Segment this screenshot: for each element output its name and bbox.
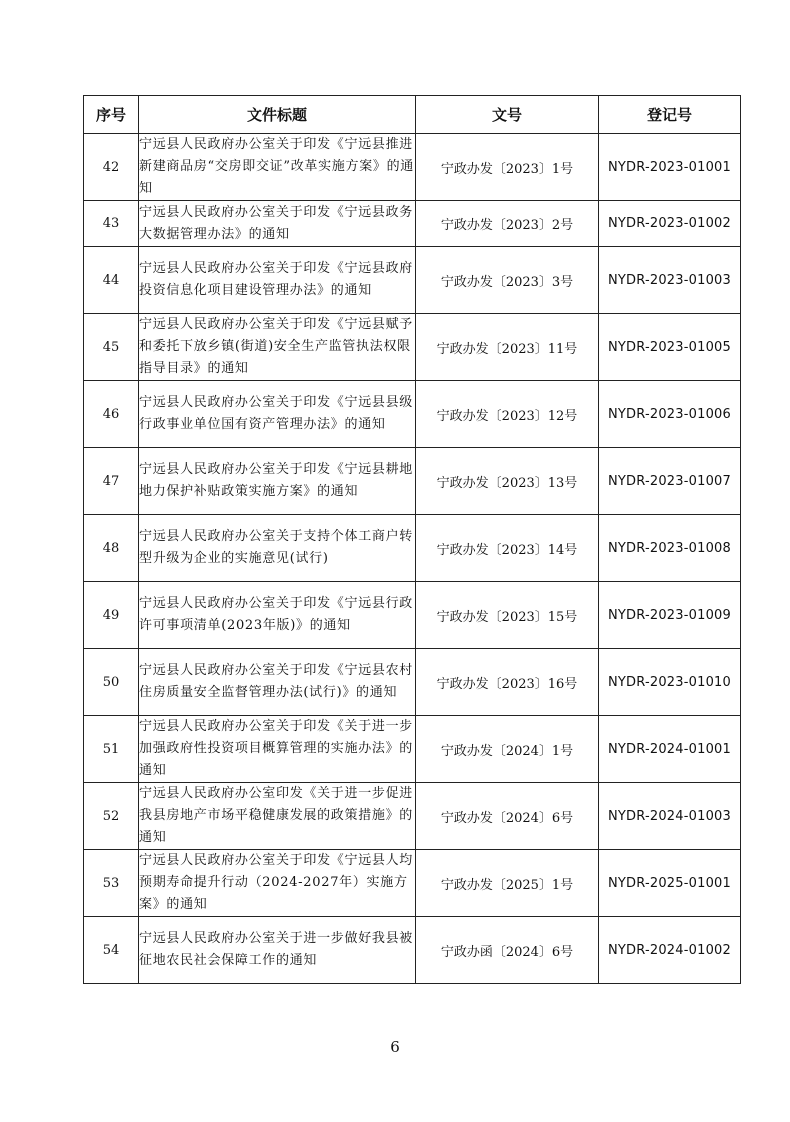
row-doc-no: 宁政办发〔2023〕15号 — [416, 582, 599, 649]
row-title: 宁远县人民政府办公室关于支持个体工商户转型升级为企业的实施意见(试行) — [139, 515, 416, 582]
row-seq: 47 — [84, 448, 139, 515]
header-title: 文件标题 — [139, 96, 416, 134]
row-title: 宁远县人民政府办公室关于印发《宁远县行政许可事项清单(2023年版)》的通知 — [139, 582, 416, 649]
table-row — [84, 515, 741, 582]
row-reg-no: NYDR-2023-01010 — [599, 649, 741, 716]
row-title: 宁远县人民政府办公室关于印发《宁远县农村住房质量安全监督管理办法(试行)》的通知 — [139, 649, 416, 716]
table-row — [84, 917, 741, 984]
table-row — [84, 247, 741, 314]
row-reg-no: NYDR-2023-01006 — [599, 381, 741, 448]
table-row — [84, 448, 741, 515]
table-row — [84, 716, 741, 783]
row-doc-no: 宁政办发〔2023〕13号 — [416, 448, 599, 515]
row-title: 宁远县人民政府办公室关于印发《宁远县政务大数据管理办法》的通知 — [139, 201, 416, 247]
row-title: 宁远县人民政府办公室关于印发《宁远县县级行政事业单位国有资产管理办法》的通知 — [139, 381, 416, 448]
row-reg-no: NYDR-2023-01007 — [599, 448, 741, 515]
table-row — [84, 582, 741, 649]
table-row — [84, 314, 741, 381]
header-doc-no: 文号 — [416, 96, 599, 134]
row-reg-no: NYDR-2024-01002 — [599, 917, 741, 984]
table-row — [84, 850, 741, 917]
table-row — [84, 381, 741, 448]
row-doc-no: 宁政办发〔2023〕14号 — [416, 515, 599, 582]
row-reg-no: NYDR-2023-01002 — [599, 201, 741, 247]
header-reg-no: 登记号 — [599, 96, 741, 134]
row-reg-no: NYDR-2023-01008 — [599, 515, 741, 582]
row-title: 宁远县人民政府办公室关于印发《宁远县耕地地力保护补贴政策实施方案》的通知 — [139, 448, 416, 515]
row-doc-no: 宁政办函〔2024〕6号 — [416, 917, 599, 984]
row-doc-no: 宁政办发〔2023〕16号 — [416, 649, 599, 716]
row-seq: 46 — [84, 381, 139, 448]
table-header-row — [84, 96, 741, 134]
row-title: 宁远县人民政府办公室关于印发《宁远县人均预期寿命提升行动（2024-2027年）实施方案》的通知 — [139, 850, 416, 917]
table-row — [84, 649, 741, 716]
row-seq: 52 — [84, 783, 139, 850]
table-row — [84, 134, 741, 201]
page-number: 6 — [390, 1038, 400, 1056]
row-doc-no: 宁政办发〔2023〕3号 — [416, 247, 599, 314]
row-seq: 45 — [84, 314, 139, 381]
row-title: 宁远县人民政府办公室关于印发《宁远县赋予和委托下放乡镇(街道)安全生产监管执法权限指导目录》的通知 — [139, 314, 416, 381]
row-title: 宁远县人民政府办公室印发《关于进一步促进我县房地产市场平稳健康发展的政策措施》的通知 — [139, 783, 416, 850]
row-doc-no: 宁政办发〔2023〕12号 — [416, 381, 599, 448]
table-row — [84, 783, 741, 850]
row-seq: 53 — [84, 850, 139, 917]
row-doc-no: 宁政办发〔2024〕6号 — [416, 783, 599, 850]
row-seq: 44 — [84, 247, 139, 314]
table-row — [84, 201, 741, 247]
row-title: 宁远县人民政府办公室关于印发《宁远县政府投资信息化项目建设管理办法》的通知 — [139, 247, 416, 314]
row-reg-no: NYDR-2023-01005 — [599, 314, 741, 381]
row-doc-no: 宁政办发〔2023〕11号 — [416, 314, 599, 381]
row-seq: 49 — [84, 582, 139, 649]
row-reg-no: NYDR-2025-01001 — [599, 850, 741, 917]
row-seq: 51 — [84, 716, 139, 783]
row-doc-no: 宁政办发〔2024〕1号 — [416, 716, 599, 783]
row-reg-no: NYDR-2024-01001 — [599, 716, 741, 783]
row-seq: 50 — [84, 649, 139, 716]
row-seq: 43 — [84, 201, 139, 247]
row-seq: 42 — [84, 134, 139, 201]
row-reg-no: NYDR-2023-01001 — [599, 134, 741, 201]
row-reg-no: NYDR-2023-01009 — [599, 582, 741, 649]
row-reg-no: NYDR-2024-01003 — [599, 783, 741, 850]
document-table — [83, 95, 741, 984]
row-title: 宁远县人民政府办公室关于进一步做好我县被征地农民社会保障工作的通知 — [139, 917, 416, 984]
row-doc-no: 宁政办发〔2023〕1号 — [416, 134, 599, 201]
row-doc-no: 宁政办发〔2025〕1号 — [416, 850, 599, 917]
row-seq: 54 — [84, 917, 139, 984]
row-seq: 48 — [84, 515, 139, 582]
header-seq: 序号 — [84, 96, 139, 134]
row-reg-no: NYDR-2023-01003 — [599, 247, 741, 314]
row-title: 宁远县人民政府办公室关于印发《关于进一步加强政府性投资项目概算管理的实施办法》的通知 — [139, 716, 416, 783]
row-title: 宁远县人民政府办公室关于印发《宁远县推进新建商品房“交房即交证”改革实施方案》的通知 — [139, 134, 416, 201]
row-doc-no: 宁政办发〔2023〕2号 — [416, 201, 599, 247]
